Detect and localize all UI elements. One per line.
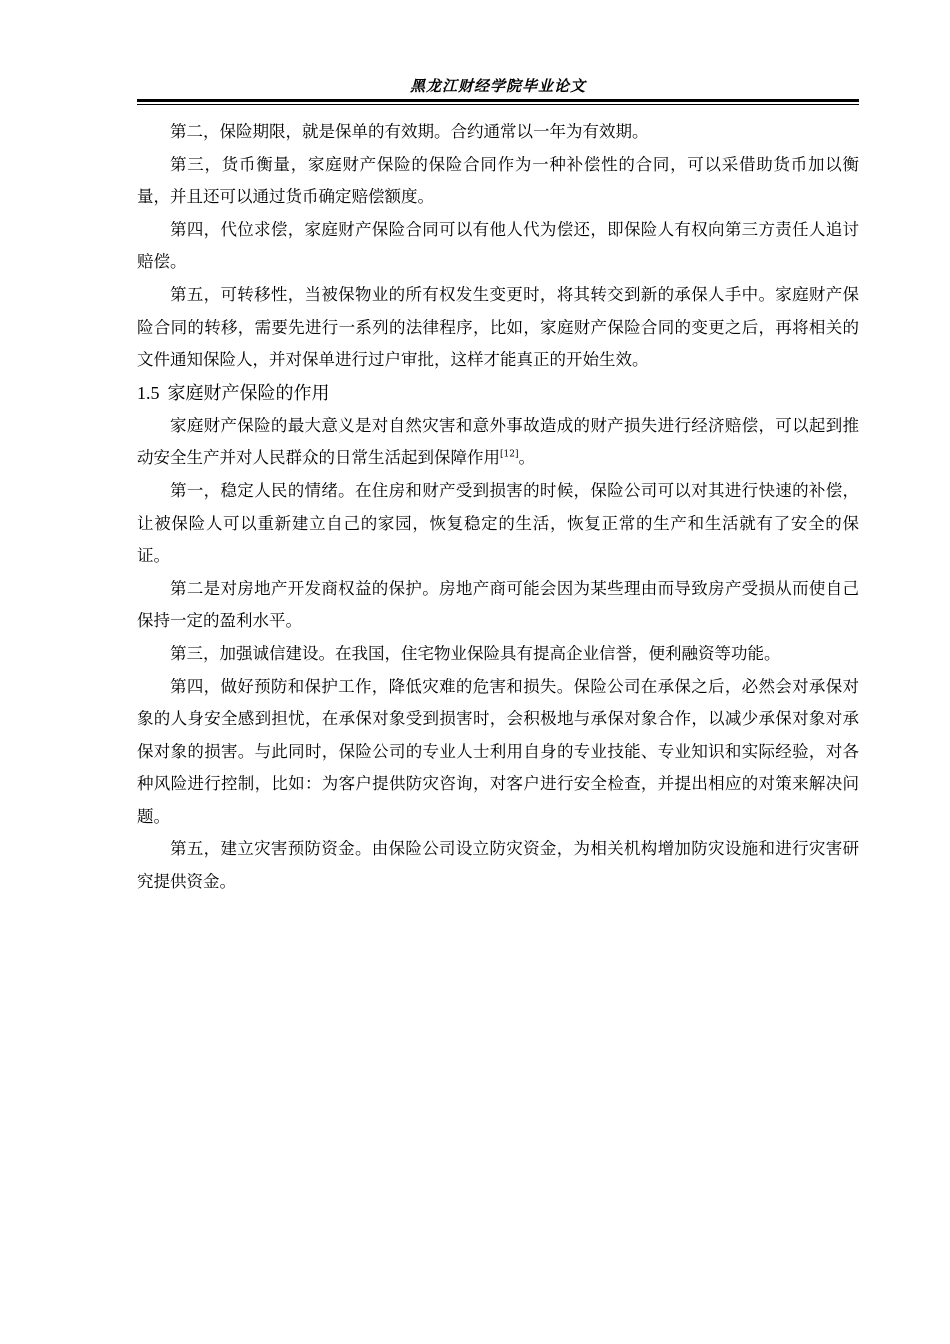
running-header: 黑龙江财经学院毕业论文 [409,77,586,95]
paragraph-stabilize: 第一，稳定人民的情绪。在住房和财产受到损害的时候，保险公司可以对其进行快速的补偿，让被保险人可以重新建立自己的家园，恢复稳定的生活，恢复正常的生产和生活就有了安全的保证。 [137,480,859,566]
paragraph-term: 第二，保险期限，就是保单的有效期。合约通常以一年为有效期。 [170,122,649,141]
section-number: 1.5 [137,382,160,403]
section-heading [137,377,859,410]
paragraph-transferability: 第五，可转移性，当被保物业的所有权发生变更时，将其转交到新的承保人手中。家庭财产保险合同的转移，需要先进行一系列的法律程序，比如，家庭财产保险合同的变更之后，再将相关的文件通知保险人，并对保单进行过户审批，这样才能真正的开始生效。 [137,284,859,370]
paragraph-developer: 第二是对房地产开发商权益的保护。房地产商可能会因为某些理由而导致房产受损从而使自己保持一定的盈利水平。 [137,578,859,631]
paragraph-prevention: 第四，做好预防和保护工作，降低灾难的危害和损失。保险公司在承保之后，必然会对承保对象的人身安全感到担忧，在承保对象受到损害时，会积极地与承保对象合作，以减少承保对象对承保对象的损害。与此同时，保险公司的专业人士利用自身的专业技能、专业知识和实际经验，对各种风险进行控制，比如：为客户提供防灾咨询，对客户进行安全检查，并提出相应的对策来解决问题。 [137,676,859,826]
paragraph-currency: 第三，货币衡量，家庭财产保险的保险合同作为一种补偿性的合同，可以采借助货币加以衡量，并且还可以通过货币确定赔偿额度。 [137,154,859,207]
paragraph-intro [137,410,859,475]
header-rule-thick [137,99,859,102]
intro-end: 。 [518,448,535,468]
header-rule-thin [137,104,859,105]
citation-ref: [12] [500,449,519,460]
paragraph-integrity: 第三，加强诚信建设。在我国，住宅物业保险具有提高企业信誉，便利融资等功能。 [170,643,781,663]
section-title: 家庭财产保险的作用 [167,382,330,404]
paragraph-subrogation: 第四，代位求偿，家庭财产保险合同可以有他人代为偿还，即保险人有权向第三方责任人追讨赔偿。 [137,219,859,272]
paragraph-fund: 第五，建立灾害预防资金。由保险公司设立防灾资金，为相关机构增加防灾设施和进行灾害研究提供资金。 [137,839,859,892]
intro-text: 家庭财产保险的最大意义是对自然灾害和意外事故造成的财产损失进行经济赔偿，可以起到推动安全生产并对人民群众的日常生活起到保障作用 [137,415,859,468]
document-body [137,116,859,899]
